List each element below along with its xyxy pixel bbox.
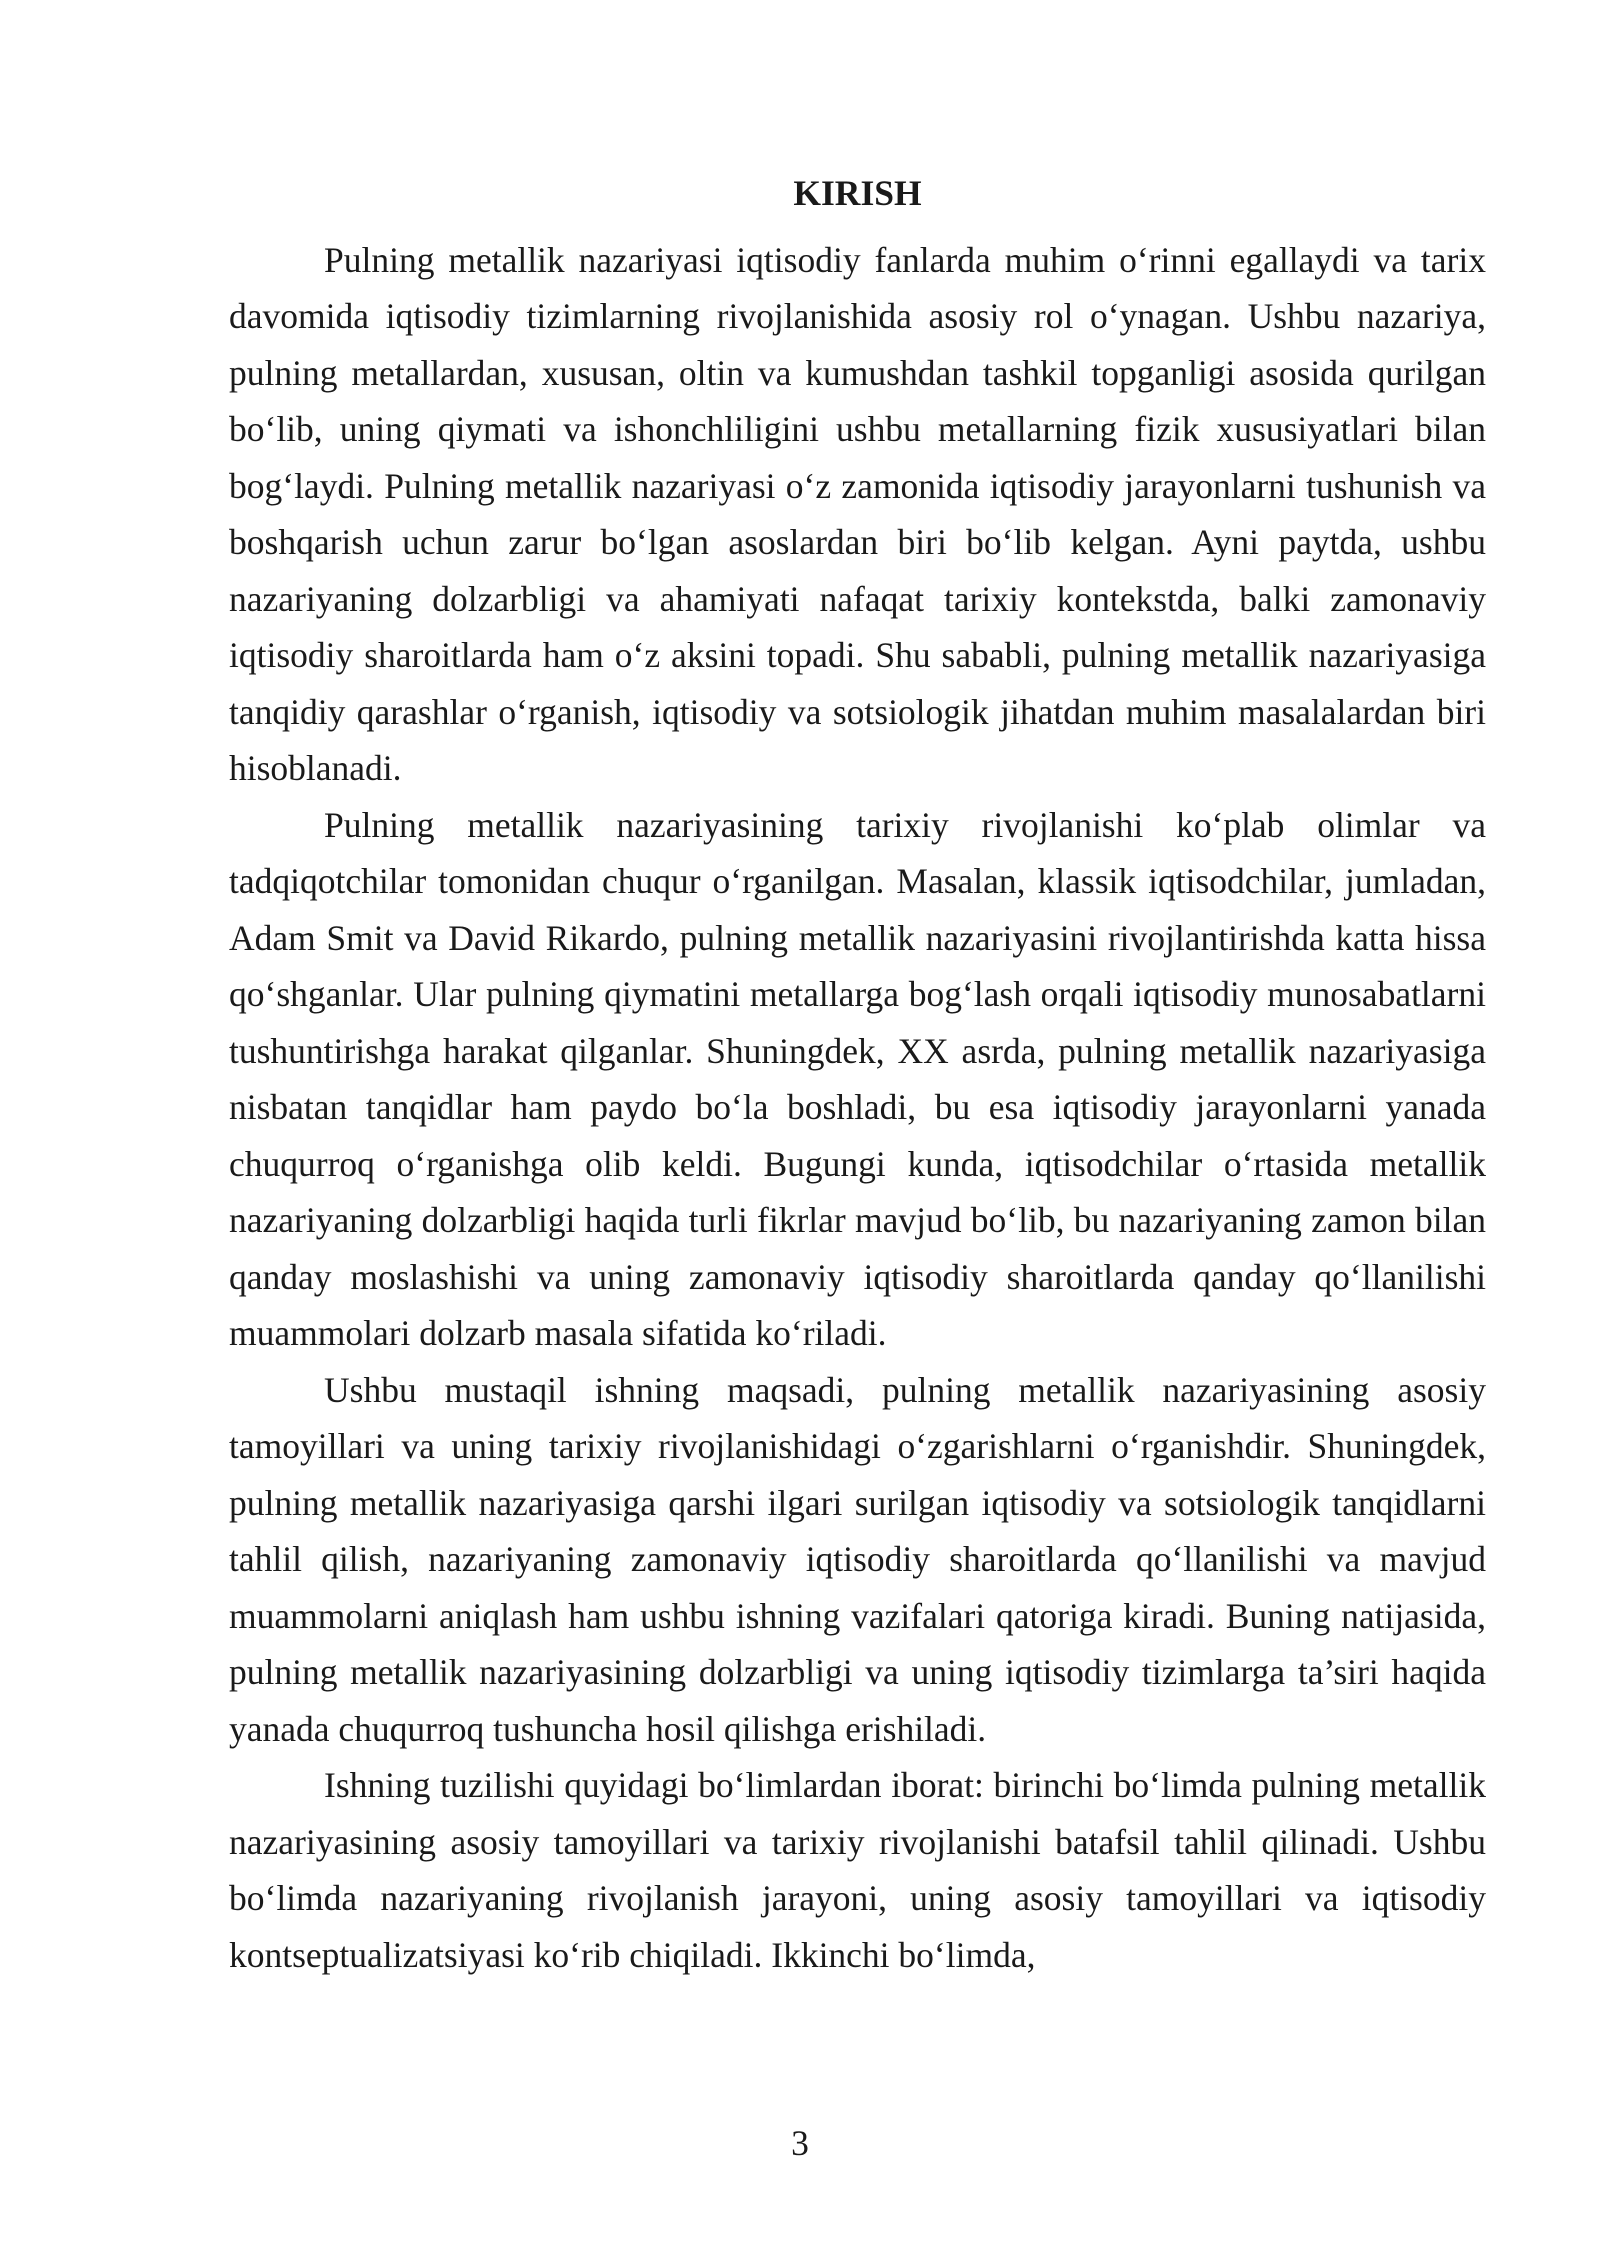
paragraph-1: Pulning metallik nazariyasi iqtisodiy fanlarda muhim o‘rinni egallaydi va tarix davomida iqtisodiy tizimlarning rivojlanishida asosiy rol o‘ynagan. Ushbu nazariya, pulning metallardan, xususan, oltin va kumushdan tashkil topganligi asosida qurilgan bo‘lib, uning qiymati va ishonchliligini ushbu metallarning fizik xususiyatlari bilan bog‘laydi. Pulning metallik nazariyasi o‘z zamonida iqtisodiy jarayonlarni tushunish va boshqarish uchun zarur bo‘lgan asoslardan biri bo‘lib kelgan. Ayni paytda, ushbu nazariyaning dolzarbligi va ahamiyati nafaqat tarixiy kontekstda, balki zamonaviy iqtisodiy sharoitlarda ham o‘z aksini topadi. Shu sababli, pulning metallik nazariyasiga tanqidiy qarashlar o‘rganish, iqtisodiy va sotsiologik jihatdan muhim masalalardan biri hisoblanadi. <box>229 239 1486 788</box>
page-content <box>229 165 1486 1983</box>
paragraph-4: Ishning tuzilishi quyidagi bo‘limlardan iborat: birinchi bo‘limda pulning metallik nazariyasining asosiy tamoyillari va tarixiy rivojlanishi batafsil tahlil qilinadi. Ushbu bo‘limda nazariyaning rivojlanish jarayoni, uning asosiy tamoyillari va iqtisodiy kontseptualizatsiyasi ko‘rib chiqiladi. Ikkinchi bo‘limda, <box>229 1765 1486 1975</box>
section-title: KIRISH <box>793 173 922 213</box>
paragraph-3: Ushbu mustaqil ishning maqsadi, pulning metallik nazariyasining asosiy tamoyillari va uning tarixiy rivojlanishidagi o‘zgarishlarni o‘rganishdir. Shuningdek, pulning metallik nazariyasiga qarshi ilgari surilgan iqtisodiy va sotsiologik tanqidlarni tahlil qilish, nazariyaning zamonaviy iqtisodiy sharoitlarda qo‘llanilishi va mavjud muammolarni aniqlash ham ushbu ishning vazifalari qatoriga kiradi. Buning natijasida, pulning metallik nazariyasining dolzarbligi va uning iqtisodiy tizimlarga ta’siri haqida yanada chuqurroq tushuncha hosil qilishga erishiladi. <box>229 1369 1486 1749</box>
page-number: 3 <box>791 2123 809 2163</box>
paragraph-2: Pulning metallik nazariyasining tarixiy rivojlanishi ko‘plab olimlar va tadqiqotchilar tomonidan chuqur o‘rganilgan. Masalan, klassik iqtisodchilar, jumladan, Adam Smit va David Rikardo, pulning metallik nazariyasini rivojlantirishda katta hissa qo‘shganlar. Ular pulning qiymatini metallarga bog‘lash orqali iqtisodiy munosabatlarni tushuntirishga harakat qilganlar. Shuningdek, XX asrda, pulning metallik nazariyasiga nisbatan tanqidlar ham paydo bo‘la boshladi, bu esa iqtisodiy jarayonlarni yanada chuqurroq o‘rganishga olib keldi. Bugungi kunda, iqtisodchilar o‘rtasida metallik nazariyaning dolzarbligi haqida turli fikrlar mavjud bo‘lib, bu nazariyaning zamon bilan qanday moslashishi va uning zamonaviy iqtisodiy sharoitlarda qanday qo‘llanilishi muammolari dolzarb masala sifatida ko‘riladi. <box>229 804 1486 1353</box>
